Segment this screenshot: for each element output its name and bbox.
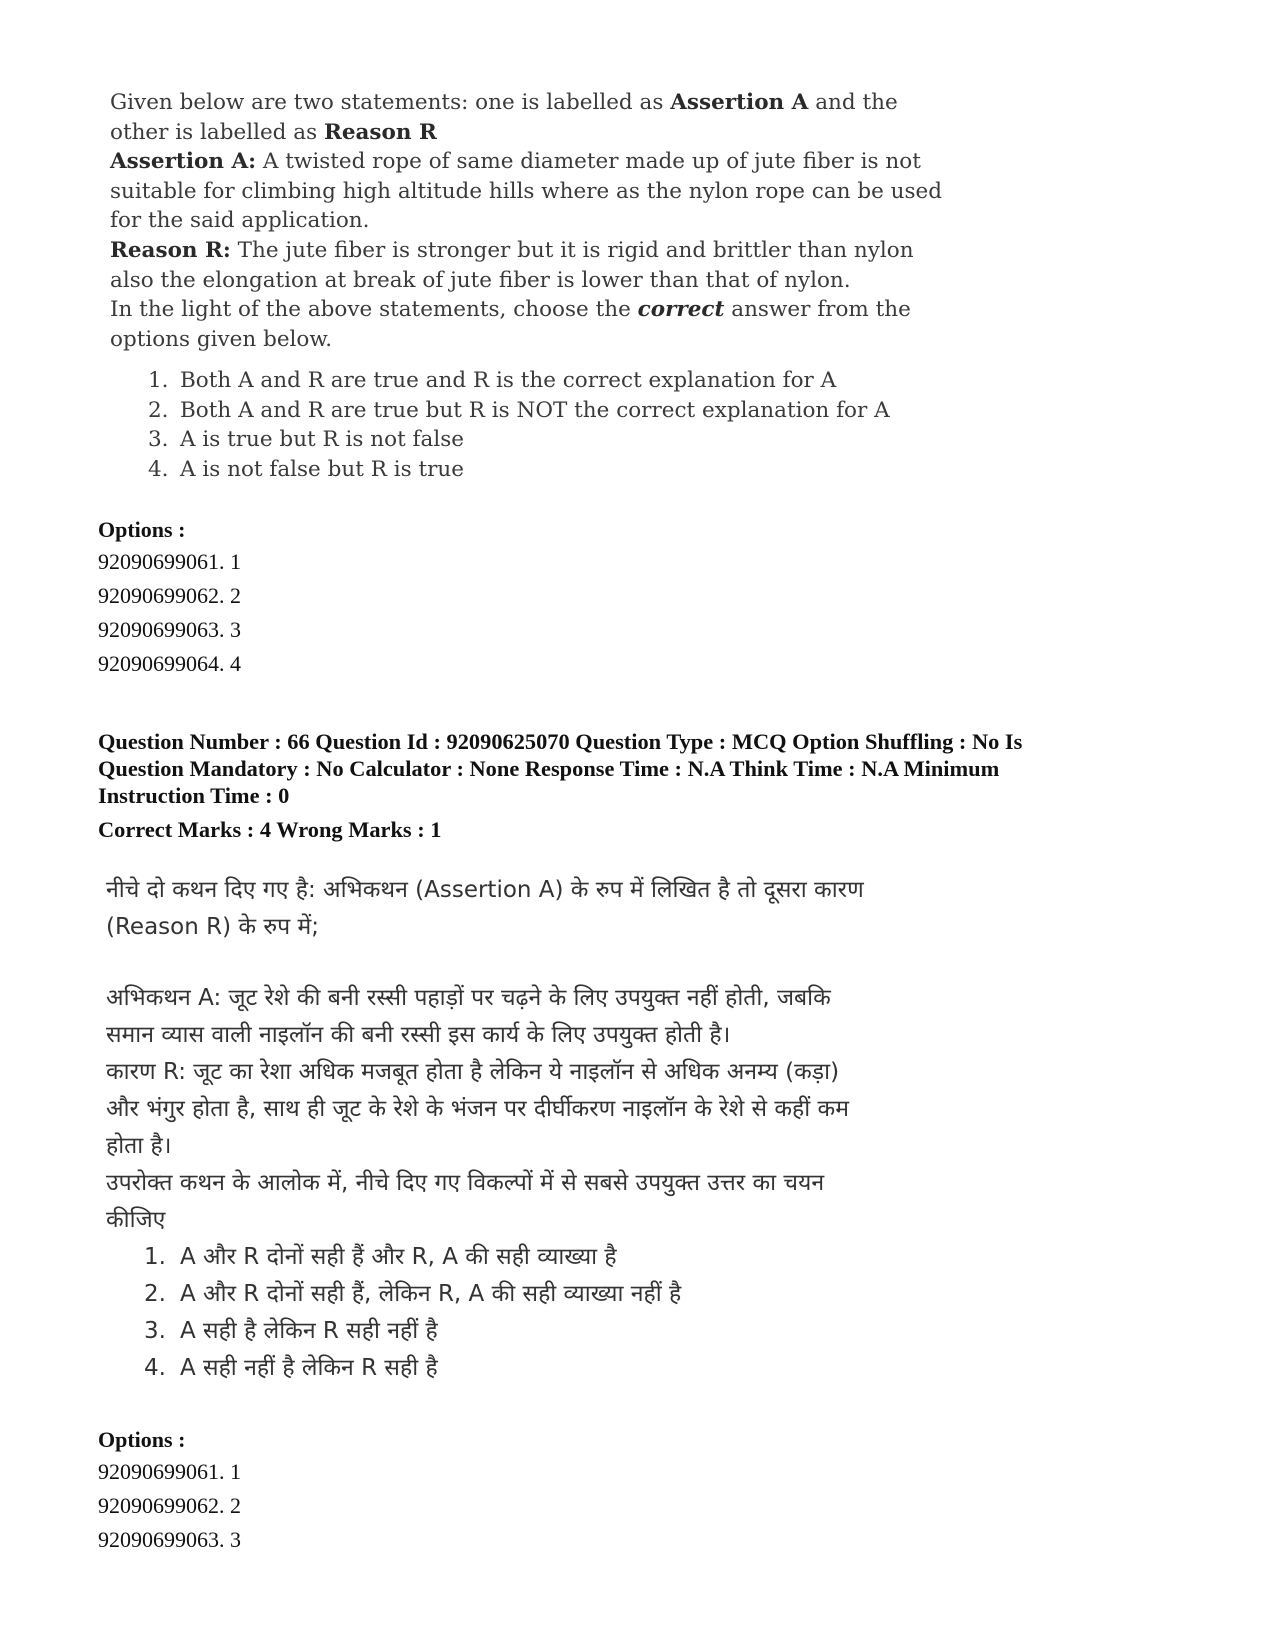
assertion-line: समान व्यास वाली नाइलॉन की बनी रस्सी इस कार्य के लिए उपयुक्त होती है।: [106, 1022, 731, 1048]
option-row: 92090699061. 1: [98, 549, 241, 574]
meta-line: Question Mandatory : No Calculator : None Response Time : N.A Think Time : N.A Minimum: [98, 756, 1000, 781]
option-row: 92090699064. 4: [98, 651, 241, 676]
options-header: Options :: [98, 517, 186, 542]
instruction-line: उपरोक्त कथन के आलोक में, नीचे दिए गए विकल्पों में से सबसे उपयुक्त उत्तर का चयन: [106, 1170, 825, 1196]
option-row: 92090699063. 3: [98, 1527, 241, 1552]
option-row: 92090699063. 3: [98, 617, 241, 642]
choice-item: 2. Both A and R are true but R is NOT the correct explanation for A: [148, 397, 890, 423]
choice-item: 1. Both A and R are true and R is the correct explanation for A: [148, 368, 837, 394]
options-block: [98, 1424, 241, 1557]
question-image-hindi: [106, 872, 996, 1387]
assertion-line: Assertion A: A twisted rope of same diameter made up of jute fiber is not: [110, 149, 921, 175]
option-row: 92090699062. 2: [98, 583, 241, 608]
question-line: नीचे दो कथन दिए गए है: अभिकथन (Assertion A) के रुप में लिखित है तो दूसरा कारण: [106, 877, 864, 903]
options-block: [98, 514, 241, 681]
question-meta: [98, 728, 1178, 843]
emphasis-correct: correct: [637, 297, 725, 323]
choice-item: 4. A is not false but R is true: [148, 456, 464, 482]
choice-list: [110, 366, 1010, 484]
reason-label: Reason R:: [110, 237, 231, 263]
instruction-line: कीजिए: [106, 1207, 166, 1233]
choice-item: 4. A सही नहीं है लेकिन R सही है: [144, 1355, 438, 1381]
meta-line: Question Number : 66 Question Id : 92090625070 Question Type : MCQ Option Shuffling : No Is: [98, 729, 1023, 754]
question-line: (Reason R) के रुप में;: [106, 914, 319, 940]
option-row: 92090699061. 1: [98, 1459, 241, 1484]
marks-line: Correct Marks : 4 Wrong Marks : 1: [98, 817, 442, 842]
choice-item: 1. A और R दोनों सही हैं और R, A की सही व्याख्या है: [144, 1244, 617, 1270]
instruction-line: In the light of the above statements, choose the correct answer from the: [110, 297, 911, 323]
question-intro: Given below are two statements: one is labelled as Assertion A and the: [110, 90, 898, 115]
reason-term: Reason R: [323, 119, 437, 145]
question-intro-2: other is labelled as Reason R: [110, 119, 437, 145]
reason-line: और भंगुर होता है, साथ ही जूट के रेशे के भंजन पर दीर्घीकरण नाइलॉन के रेशे से कहीं कम: [106, 1096, 849, 1122]
assertion-line: अभिकथन A: जूट रेशे की बनी रस्सी पहाड़ों पर चढ़ने के लिए उपयुक्त नहीं होती, जबकि: [106, 985, 831, 1011]
reason-line: होता है।: [106, 1133, 172, 1159]
assertion-line: for the said application.: [110, 208, 370, 234]
choice-list: [106, 1239, 996, 1387]
option-row: 92090699062. 2: [98, 1493, 241, 1518]
reason-line: Reason R: The jute fiber is stronger but it is rigid and brittler than nylon: [110, 237, 914, 263]
assertion-term: Assertion A: [670, 90, 809, 115]
assertion-line: suitable for climbing high altitude hills where as the nylon rope can be used: [110, 178, 943, 204]
instruction-line: options given below.: [110, 326, 333, 352]
reason-line: also the elongation at break of jute fiber is lower than that of nylon.: [110, 267, 851, 293]
options-header: Options :: [98, 1427, 186, 1452]
reason-line: कारण R: जूट का रेशा अधिक मजबूत होता है लेकिन ये नाइलॉन से अधिक अनम्य (कड़ा): [106, 1059, 840, 1085]
choice-item: 3. A सही है लेकिन R सही नहीं है: [144, 1318, 438, 1344]
choice-item: 3. A is true but R is not false: [148, 427, 464, 453]
assertion-label: Assertion A:: [110, 149, 257, 175]
question-image-english: [110, 88, 1010, 484]
meta-line: Instruction Time : 0: [98, 783, 290, 808]
choice-item: 2. A और R दोनों सही हैं, लेकिन R, A की सही व्याख्या नहीं है: [144, 1281, 682, 1307]
